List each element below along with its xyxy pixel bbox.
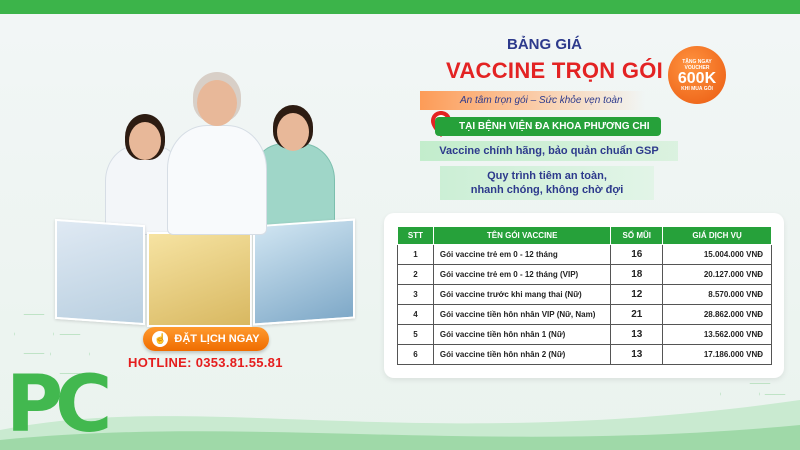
clinic-photo <box>55 219 145 325</box>
header-price: GIÁ DỊCH VỤ <box>663 227 772 245</box>
row-price: 13.562.000 VNĐ <box>663 325 772 345</box>
row-price: 17.186.000 VNĐ <box>663 345 772 365</box>
row-package-name: Gói vaccine tiền hôn nhân 2 (Nữ) <box>433 345 610 365</box>
doctors-image <box>105 70 335 235</box>
clinic-photo <box>147 232 252 327</box>
row-stt: 5 <box>398 325 434 345</box>
row-price: 15.004.000 VNĐ <box>663 245 772 265</box>
table-row <box>398 245 772 265</box>
row-stt: 4 <box>398 305 434 325</box>
row-package-name: Gói vaccine tiền hôn nhân 1 (Nữ) <box>433 325 610 345</box>
row-package-name: Gói vaccine trẻ em 0 - 12 tháng <box>433 245 610 265</box>
row-package-name: Gói vaccine trẻ em 0 - 12 tháng (VIP) <box>433 265 610 285</box>
row-doses: 13 <box>611 325 663 345</box>
row-doses: 12 <box>611 285 663 305</box>
row-package-name: Gói vaccine tiền hôn nhân VIP (Nữ, Nam) <box>433 305 610 325</box>
slogan-ribbon: An tâm trọn gói – Sức khỏe vẹn toàn <box>420 91 645 110</box>
voucher-badge <box>668 46 726 104</box>
row-doses: 21 <box>611 305 663 325</box>
header-stt: STT <box>398 227 434 245</box>
price-table <box>397 226 772 365</box>
book-appointment-label: ĐẶT LỊCH NGAY <box>174 333 260 345</box>
headline-package: VACCINE TRỌN GÓI <box>446 58 664 83</box>
row-price: 20.127.000 VNĐ <box>663 265 772 285</box>
row-stt: 3 <box>398 285 434 305</box>
hospital-location: TẠI BỆNH VIỆN ĐA KHOA PHƯƠNG CHI <box>435 117 661 136</box>
hexagon-decoration <box>14 314 54 354</box>
hotline-text[interactable]: HOTLINE: 0353.81.55.81 <box>128 355 283 370</box>
clinic-photo-collage <box>55 222 355 332</box>
top-accent-bar <box>0 0 800 14</box>
feature-safe-process-line2: nhanh chóng, không chờ đợi <box>470 184 624 196</box>
table-row <box>398 305 772 325</box>
voucher-amount: 600K <box>677 69 717 87</box>
header-doses: SỐ MŨI <box>611 227 663 245</box>
row-stt: 1 <box>398 245 434 265</box>
book-appointment-button[interactable] <box>143 327 269 351</box>
row-price: 28.862.000 VNĐ <box>663 305 772 325</box>
table-header-row <box>398 227 772 245</box>
row-stt: 6 <box>398 345 434 365</box>
hand-pointer-icon: ☝ <box>152 331 168 347</box>
table-row <box>398 325 772 345</box>
row-price: 8.570.000 VNĐ <box>663 285 772 305</box>
feature-safe-process <box>440 166 654 200</box>
voucher-line1: TẶNG NGAY <box>682 58 712 65</box>
row-package-name: Gói vaccine trước khi mang thai (Nữ) <box>433 285 610 305</box>
row-doses: 13 <box>611 345 663 365</box>
clinic-photo <box>253 218 355 325</box>
table-row <box>398 345 772 365</box>
row-doses: 18 <box>611 265 663 285</box>
header-package-name: TÊN GÓI VACCINE <box>433 227 610 245</box>
brand-logo: PC <box>6 360 105 450</box>
row-stt: 2 <box>398 265 434 285</box>
voucher-line3: KHI MUA GÓI <box>681 85 713 92</box>
headline-price-list: BẢNG GIÁ <box>507 36 582 53</box>
table-row <box>398 285 772 305</box>
table-row <box>398 265 772 285</box>
voucher-line2: VOUCHER <box>684 64 710 71</box>
feature-authentic-vaccine: Vaccine chính hãng, bảo quản chuẩn GSP <box>420 141 678 161</box>
feature-safe-process-line1: Quy trình tiêm an toàn, <box>487 170 607 182</box>
row-doses: 16 <box>611 245 663 265</box>
